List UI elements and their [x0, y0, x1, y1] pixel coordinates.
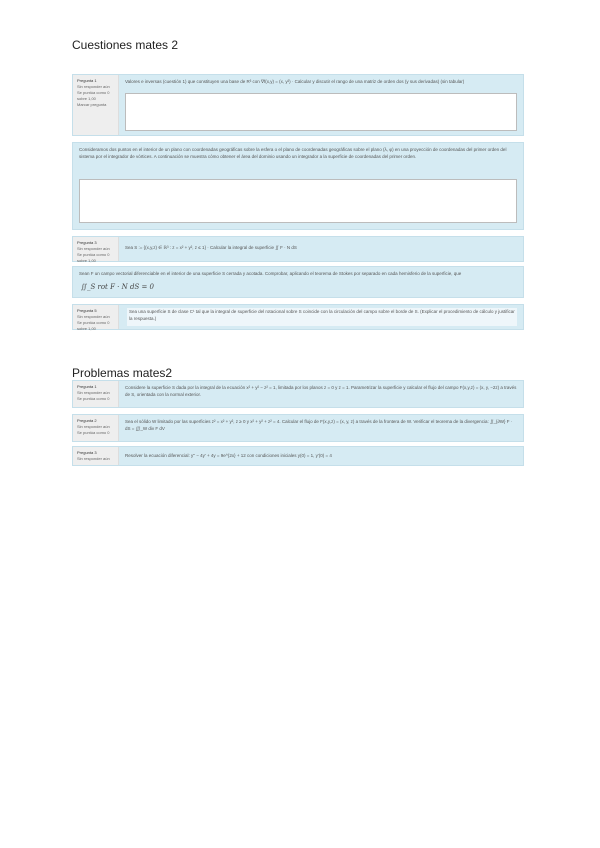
question-score: Se puntúa como 0 sobre 1,00 — [77, 90, 110, 101]
question-info — [73, 75, 119, 135]
question-number: Pregunta 2 — [77, 418, 97, 423]
question-status: Sin responder aún — [77, 390, 110, 395]
question-status: Sin responder aún — [77, 246, 110, 251]
question-text: Sea el sólido W limitado por las superficies z² = x² + y², z ≥ 0 y x² + y² + z² = 4. Calcular el flujo de F(x,y,z) = (x, y, z) a través de la frontera de W. Verificar el teorema de la divergencia: ∬_{∂W} F · dS = ∭_W div F dV — [125, 419, 513, 431]
question-card-3 — [72, 236, 524, 262]
question-info — [73, 381, 119, 407]
question-card-1 — [72, 74, 524, 136]
question-text: Considere la superficie S dada por la integral de la ecuación x² + y² − z² = 1, limitada por los planos z = 0 y z = 1. Parametrizar la superficie y calcular el flujo del campo F(x,y,z) = (x, y, −2z) a través de S, orientada con la normal exterior. — [125, 385, 517, 397]
question-card-2 — [72, 142, 524, 230]
question-info — [73, 305, 119, 329]
question-text: Sean F un campo vectorial diferenciable en el interior de una superficie S cerrada y acotada. Comprobar, aplicando el teorema de Stokes por separado en cada hemisferio de la superficie, que — [79, 271, 462, 276]
question-status: Sin responder aún — [77, 314, 110, 319]
question-info — [73, 415, 119, 441]
question-status: Sin responder aún — [77, 424, 110, 429]
question-score: Se puntúa como 0 sobre 1,00 — [77, 252, 110, 263]
question-status: Sin responder aún — [77, 84, 110, 89]
question-text: Sea S := {(x,y,z) ∈ ℝ³ : z = x² + y², z ≤ 1} · Calcular la integral de superficie ∬ F · N dS — [125, 245, 297, 250]
question-number: Pregunta 5 — [77, 308, 97, 313]
question-score: Se puntúa como 0 sobre 1,00 — [77, 320, 110, 331]
question-text: Valores e inversas (cuestión 1) que constituyen una base de R³ con ∇f(x,y) = (x, y²) · Calcular y discutir el rango de una matriz de orden dos (y sus derivadas) (sin tabular) — [125, 79, 465, 84]
question-card-5 — [72, 304, 524, 330]
question-score: Se puntúa como 0 — [77, 396, 110, 401]
question-status: Sin responder aún — [77, 456, 110, 461]
question-number: Pregunta 3 — [77, 450, 97, 455]
question-number: Pregunta 3 — [77, 240, 97, 245]
problem-card-3 — [72, 446, 524, 466]
question-formula: ∬_S rot F · N dS = 0 — [81, 283, 155, 291]
problem-card-1 — [72, 380, 524, 408]
answer-textarea[interactable] — [79, 179, 517, 223]
section-title-problemas: Problemas mates2 — [72, 366, 173, 380]
flag-question-link[interactable]: Marcar pregunta — [77, 102, 107, 107]
question-info — [73, 237, 119, 261]
question-text: Consideramos dos puntos en el interior de un plano con coordenadas geográficas sobre la esfera o el plano de coordenadas geográficas sobre el plano (λ, φ) en una proyección de coordenadas del primer orden del sistema por el integrador de vórtices. A continuación se muestra cómo obtener el área del dominio usando un integrador a la superficie de coordenadas del primer orden. — [79, 147, 507, 159]
question-card-4 — [72, 266, 524, 298]
question-number: Pregunta 1 — [77, 384, 97, 389]
answer-textarea[interactable] — [125, 93, 517, 131]
question-number: Pregunta 1 — [77, 78, 97, 83]
problem-card-2 — [72, 414, 524, 442]
question-text: Resolver la ecuación diferencial: y'' − 4y' + 4y = 9e^{2x} + 12 con condiciones iniciales y(0) = 1, y'(0) = 4 — [125, 453, 332, 458]
question-text: Sea una superficie S de clase C¹ tal que la integral de superficie del rotacional sobre S coincide con la circulación del campo sobre el borde de S. (Explicar el procedimiento de cálculo y justificar la respuesta.) — [127, 308, 517, 326]
question-info — [73, 447, 119, 465]
section-title-cuestiones: Cuestiones mates 2 — [72, 38, 179, 52]
question-score: Se puntúa como 0 — [77, 430, 110, 435]
